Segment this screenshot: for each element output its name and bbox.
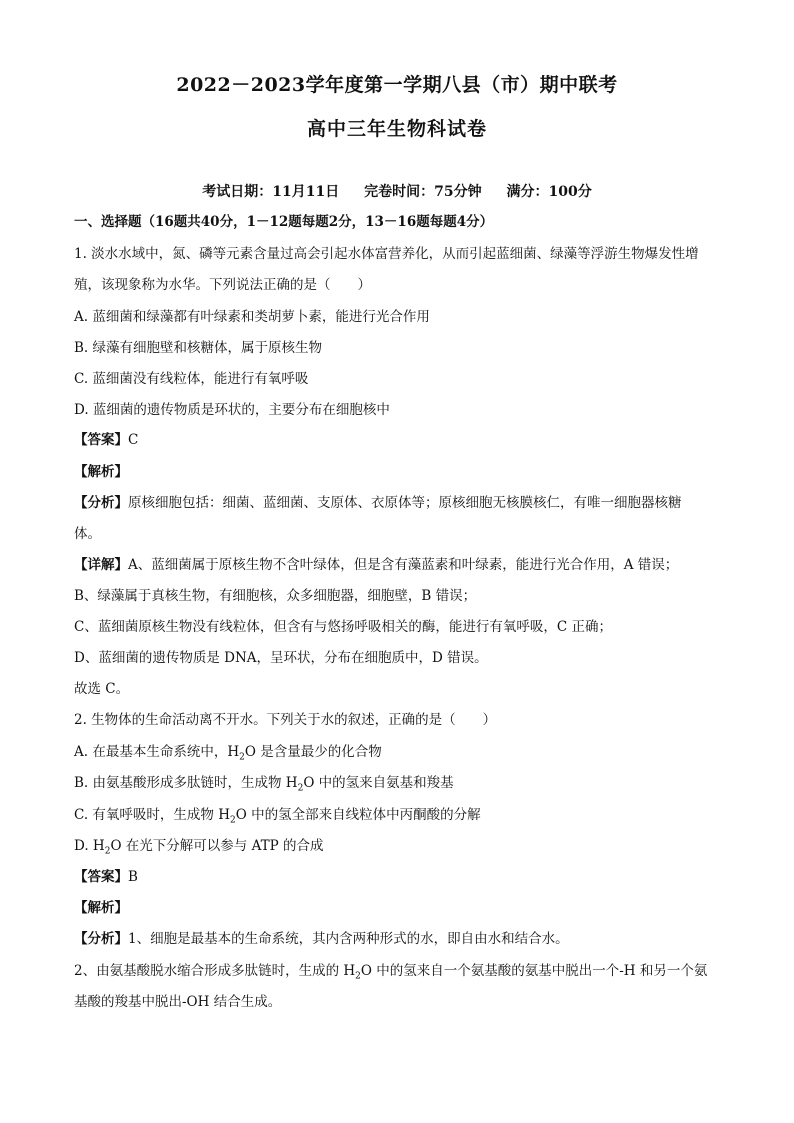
q1-option-d: D. 蓝细菌的遗传物质是环状的，主要分布在细胞核中	[74, 402, 390, 418]
q2-option-d	[74, 836, 724, 862]
q2-stem: 2. 生物体的生命活动离不开水。下列关于水的叙述，正确的是（ ）	[74, 712, 497, 728]
q2-option-a	[74, 742, 724, 768]
q1-answer	[74, 430, 724, 450]
subscript: 2	[239, 752, 245, 763]
answer-value: C	[128, 432, 139, 448]
q2-option-c	[74, 805, 724, 831]
q1-analysis	[74, 462, 724, 482]
text: B. 由氨基酸形成多肽链时，生成物 H	[74, 775, 298, 791]
subscript: 2	[355, 971, 361, 982]
q2-fenxi-line2	[74, 961, 724, 987]
q2-answer	[74, 867, 724, 887]
section-heading: 一、选择题（16题共40分，1－12题每题2分，13－16题每题4分）	[74, 214, 494, 230]
q1-option-b: B. 绿藻有细胞壁和核糖体，属于原核生物	[74, 340, 323, 356]
q1-fenxi-line2: 体。	[74, 526, 101, 542]
q1-conclusion: 故选 C。	[74, 681, 130, 697]
q1-stem-line1: 1. 淡水水域中，氮、磷等元素含量过高会引起水体富营养化，从而引起蓝细菌、绿藻等浮游生物爆发性增	[74, 246, 699, 262]
exam-subtitle: 高中三年生物科试卷	[306, 118, 487, 140]
exam-full-score: 满分：100分	[506, 184, 592, 200]
q2-fenxi-line1	[74, 929, 724, 949]
text: O 在光下分解可以参与 ATP 的合成	[110, 838, 324, 854]
q2-option-b	[74, 773, 724, 799]
analysis-tag: 【解析】	[74, 900, 128, 916]
answer-tag: 【答案】	[74, 432, 128, 448]
q1-fenxi-line1	[74, 493, 724, 513]
q1-detail-a	[74, 555, 724, 575]
fenxi-tag: 【分析】	[74, 931, 128, 947]
q1-stem-line2: 殖，该现象称为水华。下列说法正确的是（ ）	[74, 277, 371, 293]
text: O 中的氢全部来自线粒体中丙酮酸的分解	[235, 807, 481, 823]
exam-date: 考试日期：11月11日	[202, 184, 340, 200]
q2-analysis	[74, 898, 724, 918]
text: C. 有氧呼吸时，生成物 H	[74, 807, 230, 823]
text: 2、由氨基酸脱水缩合形成多肽链时，生成的 H	[74, 963, 356, 979]
fenxi-text: 1、细胞是最基本的生命系统，其内含两种形式的水，即自由水和结合水。	[128, 931, 569, 947]
answer-value: B	[128, 869, 138, 885]
q1-option-a: A. 蓝细菌和绿藻都有叶绿素和类胡萝卜素，能进行光合作用	[74, 309, 430, 325]
subscript: 2	[230, 815, 236, 826]
analysis-tag: 【解析】	[74, 464, 128, 480]
text: O 中的氢来自氨基和羧基	[303, 775, 454, 791]
detail-tag: 【详解】	[74, 557, 128, 573]
text: D. H	[74, 838, 105, 854]
text: O 中的氢来自一个氨基酸的氨基中脱出一个-H 和另一个氨	[360, 963, 708, 979]
q1-detail-b: B、绿藻属于真核生物，有细胞核，众多细胞器，细胞壁，B 错误；	[74, 588, 477, 604]
exam-duration: 完卷时间：75分钟	[364, 184, 482, 200]
text: O 是含量最少的化合物	[244, 744, 382, 760]
exam-info	[0, 181, 794, 201]
subscript: 2	[104, 846, 111, 857]
text: A. 在最基本生命系统中，H	[74, 744, 240, 760]
q2-fenxi-line3: 基酸的羧基中脱出-OH 结合生成。	[74, 994, 282, 1010]
answer-tag: 【答案】	[74, 869, 128, 885]
fenxi-text: 原核细胞包括：细菌、蓝细菌、支原体、衣原体等；原核细胞无核膜核仁，有唯一细胞器核糖	[128, 495, 682, 511]
fenxi-tag: 【分析】	[74, 495, 128, 511]
q1-option-c: C. 蓝细菌没有线粒体，能进行有氧呼吸	[74, 371, 309, 387]
subscript: 2	[297, 783, 304, 794]
q1-detail-c: C、蓝细菌原核生物没有线粒体，但含有与悠扬呼吸相关的酶，能进行有氧呼吸，C 正确；	[74, 619, 612, 635]
detail-text: A、蓝细菌属于原核生物不含叶绿体，但是含有藻蓝素和叶绿素，能进行光合作用，A 错误；	[128, 557, 679, 573]
exam-title: 2022－2023学年度第一学期八县（市）期中联考	[176, 74, 618, 96]
q1-detail-d: D、蓝细菌的遗传物质是 DNA，呈环状，分布在细胞质中，D 错误。	[74, 650, 488, 666]
